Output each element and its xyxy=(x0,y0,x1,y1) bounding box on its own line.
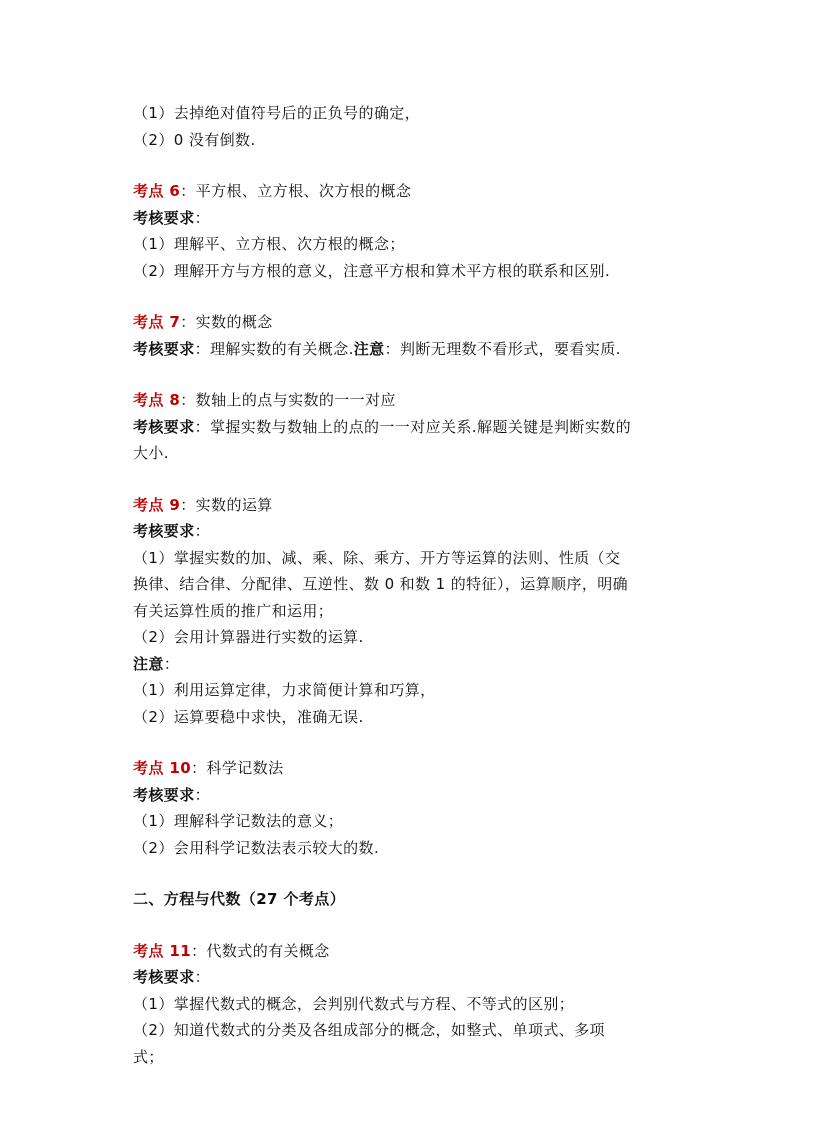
kaodian-7-heading xyxy=(133,309,713,336)
kaodian-10-title: ：科学记数法 xyxy=(191,759,284,777)
kaodian-8-requirement xyxy=(133,414,713,441)
intro-line-2: （2）0 没有倒数. xyxy=(133,130,256,149)
section-heading: 二、方程与代数（27 个考点） xyxy=(133,890,346,908)
requirement-label: 考核要求 xyxy=(133,522,195,540)
requirement-text: ：理解实数的有关概念. xyxy=(194,339,354,358)
kaodian-6-label: 考点 6 xyxy=(133,182,181,200)
kaodian-9-item-2: （2）会用计算器进行实数的运算. xyxy=(133,628,364,646)
kaodian-9-item-1-cont-2: 有关运算性质的推广和运用； xyxy=(133,601,334,620)
kaodian-6-item-1: （1）理解平、立方根、次方根的概念； xyxy=(133,235,405,253)
document-page xyxy=(133,100,713,1070)
requirement-label: 考核要求 xyxy=(133,417,195,436)
requirement-label: 考核要求 xyxy=(133,208,195,227)
kaodian-11-heading xyxy=(133,938,713,965)
intro-line-1: （1）去掉绝对值符号后的正负号的确定， xyxy=(133,104,421,122)
kaodian-11-title: ：代数式的有关概念 xyxy=(191,941,330,960)
kaodian-9-requirement xyxy=(133,518,713,545)
requirement-colon: ： xyxy=(194,968,211,986)
kaodian-10-label: 考点 10 xyxy=(133,759,192,777)
kaodian-10-item-2: （2）会用科学记数法表示较大的数. xyxy=(133,838,380,857)
requirement-label: 考核要求 xyxy=(133,968,195,986)
kaodian-9-note-2: （2）运算要稳中求快，准确无误. xyxy=(133,707,364,726)
requirement-text: ：掌握实数与数轴上的点的一一对应关系.解题关键是判断实数的 xyxy=(194,417,631,436)
kaodian-7-label: 考点 7 xyxy=(133,313,181,331)
kaodian-11-label: 考点 11 xyxy=(133,941,192,960)
kaodian-6-heading xyxy=(133,178,713,205)
kaodian-11-item-1: （1）掌握代数式的概念，会判别代数式与方程、不等式的区别； xyxy=(133,994,575,1013)
requirement-colon: ： xyxy=(194,785,211,804)
kaodian-10-requirement xyxy=(133,782,713,809)
kaodian-10-item-1: （1）理解科学记数法的意义； xyxy=(133,812,344,830)
kaodian-9-item-1-cont: 换律、结合律、分配律、互逆性、数 0 和数 1 的特征），运算顺序，明确 xyxy=(133,575,629,593)
kaodian-9-item-1: （1）掌握实数的加、减、乘、除、乘方、开方等运算的法则、性质（交 xyxy=(133,548,621,567)
kaodian-8-requirement-cont: 大小. xyxy=(133,444,169,462)
kaodian-7-requirement xyxy=(133,336,713,363)
kaodian-9-label: 考点 9 xyxy=(133,495,181,514)
kaodian-8-heading xyxy=(133,387,713,414)
requirement-colon: ： xyxy=(194,208,211,227)
kaodian-10-heading xyxy=(133,755,713,782)
kaodian-6-title: ：平方根、立方根、次方根的概念 xyxy=(180,182,412,200)
kaodian-9-title: ：实数的运算 xyxy=(180,495,273,514)
kaodian-11-item-2-cont: 式； xyxy=(133,1047,164,1066)
kaodian-9-heading xyxy=(133,492,713,519)
kaodian-6-requirement xyxy=(133,205,713,232)
kaodian-11-item-2: （2）知道代数式的分类及各组成部分的概念，如整式、单项式、多项 xyxy=(133,1021,605,1039)
kaodian-6-item-2: （2）理解开方与方根的意义，注意平方根和算术平方根的联系和区别. xyxy=(133,261,611,280)
kaodian-11-requirement xyxy=(133,964,713,991)
note-label: 注意 xyxy=(353,339,385,358)
kaodian-9-note xyxy=(133,651,713,678)
kaodian-8-title: ：数轴上的点与实数的一一对应 xyxy=(180,391,396,409)
kaodian-7-title: ：实数的概念 xyxy=(180,313,273,331)
kaodian-9-note-1: （1）利用运算定律，力求简便计算和巧算， xyxy=(133,681,436,699)
note-label: 注意 xyxy=(133,654,164,673)
note-colon: ： xyxy=(163,654,180,673)
requirement-colon: ： xyxy=(194,522,211,540)
requirement-label: 考核要求 xyxy=(133,339,195,358)
requirement-label: 考核要求 xyxy=(133,785,195,804)
kaodian-8-label: 考点 8 xyxy=(133,391,181,409)
note-text: ：判断无理数不看形式，要看实质. xyxy=(384,339,621,358)
